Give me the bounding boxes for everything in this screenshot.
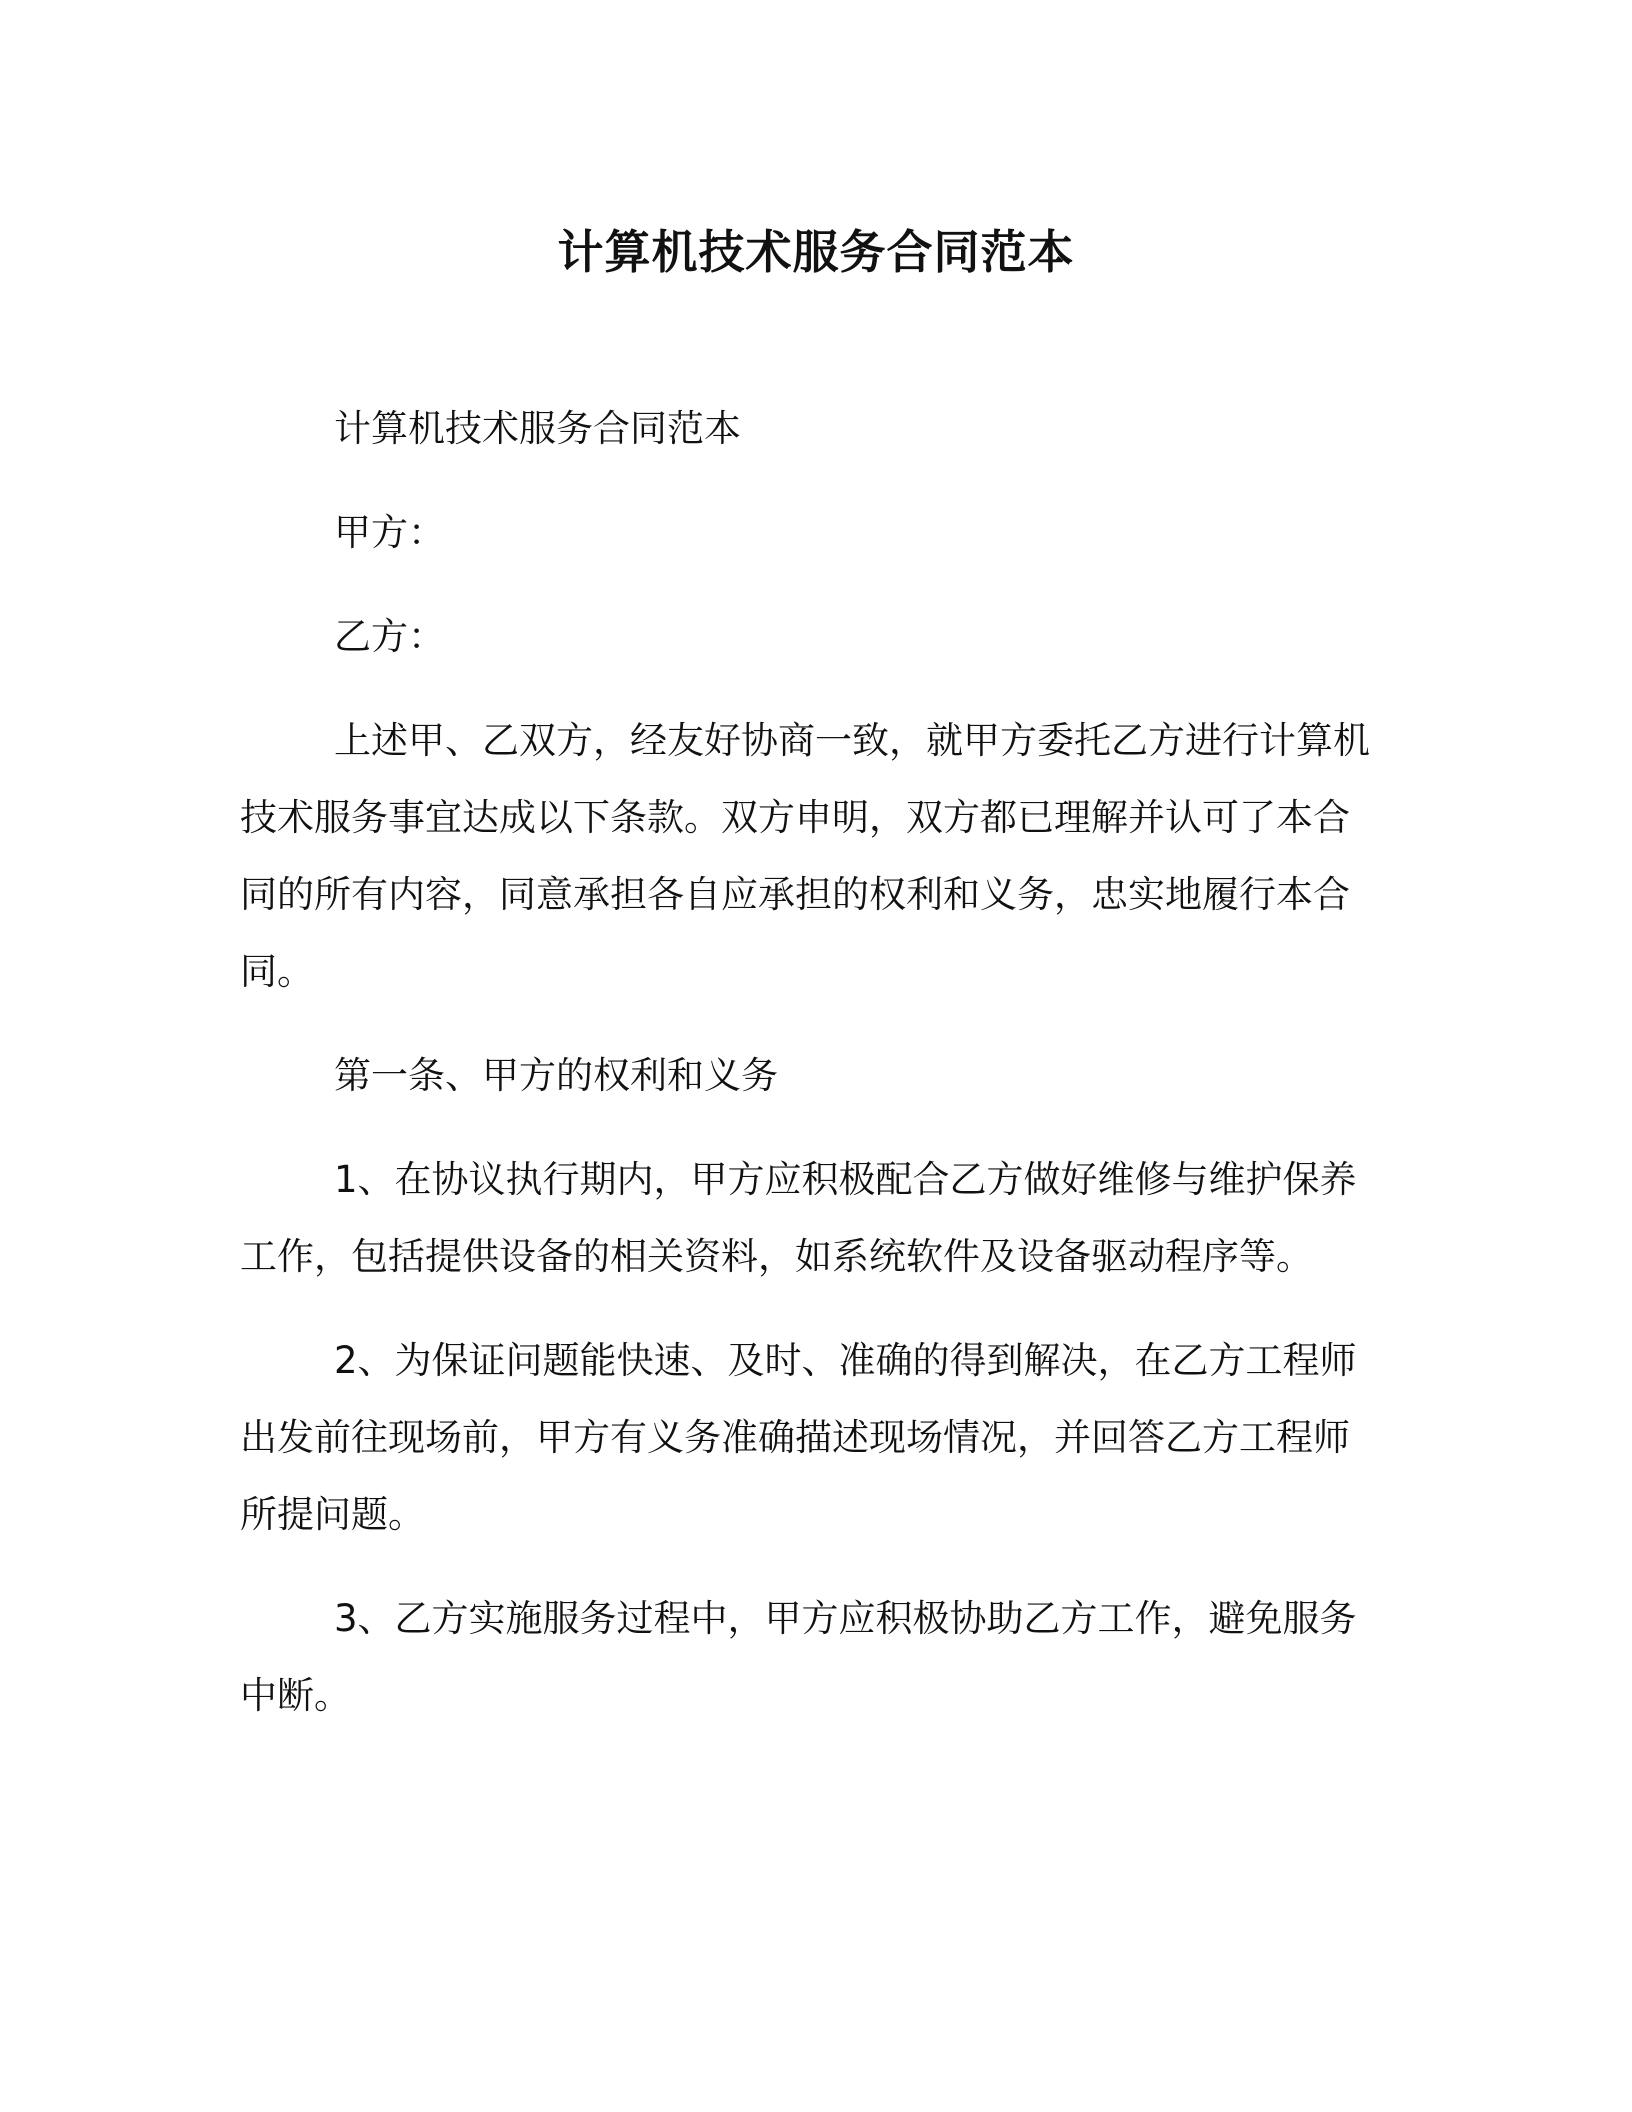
paragraph-party-b: 乙方： (334, 615, 445, 658)
paragraph-subtitle: 计算机技术服务合同范本 (334, 407, 741, 450)
document-body (240, 390, 1378, 1761)
document-title: 计算机技术服务合同范本 (557, 225, 1075, 279)
paragraph-clause-3: 3、乙方实施服务过程中，甲方应积极协助乙方工作，避免服务中断。 (240, 1597, 1357, 1717)
paragraph-preamble: 上述甲、乙双方，经友好协商一致，就甲方委托乙方进行计算机技术服务事宜达成以下条款。双方申明，双方都已理解并认可了本合同的所有内容，同意承担各自应承担的权利和义务，忠实地履行本合同。 (240, 719, 1370, 993)
paragraph-clause-1: 1、在协议执行期内，甲方应积极配合乙方做好维修与维护保养工作，包括提供设备的相关资料，如系统软件及设备驱动程序等。 (240, 1158, 1357, 1278)
paragraph-clause-2: 2、为保证问题能快速、及时、准确的得到解决，在乙方工程师出发前往现场前，甲方有义务准确描述现场情况，并回答乙方工程师所提问题。 (240, 1339, 1357, 1536)
paragraph-article-one-heading: 第一条、甲方的权利和义务 (334, 1054, 778, 1097)
paragraph-party-a: 甲方： (334, 511, 445, 554)
